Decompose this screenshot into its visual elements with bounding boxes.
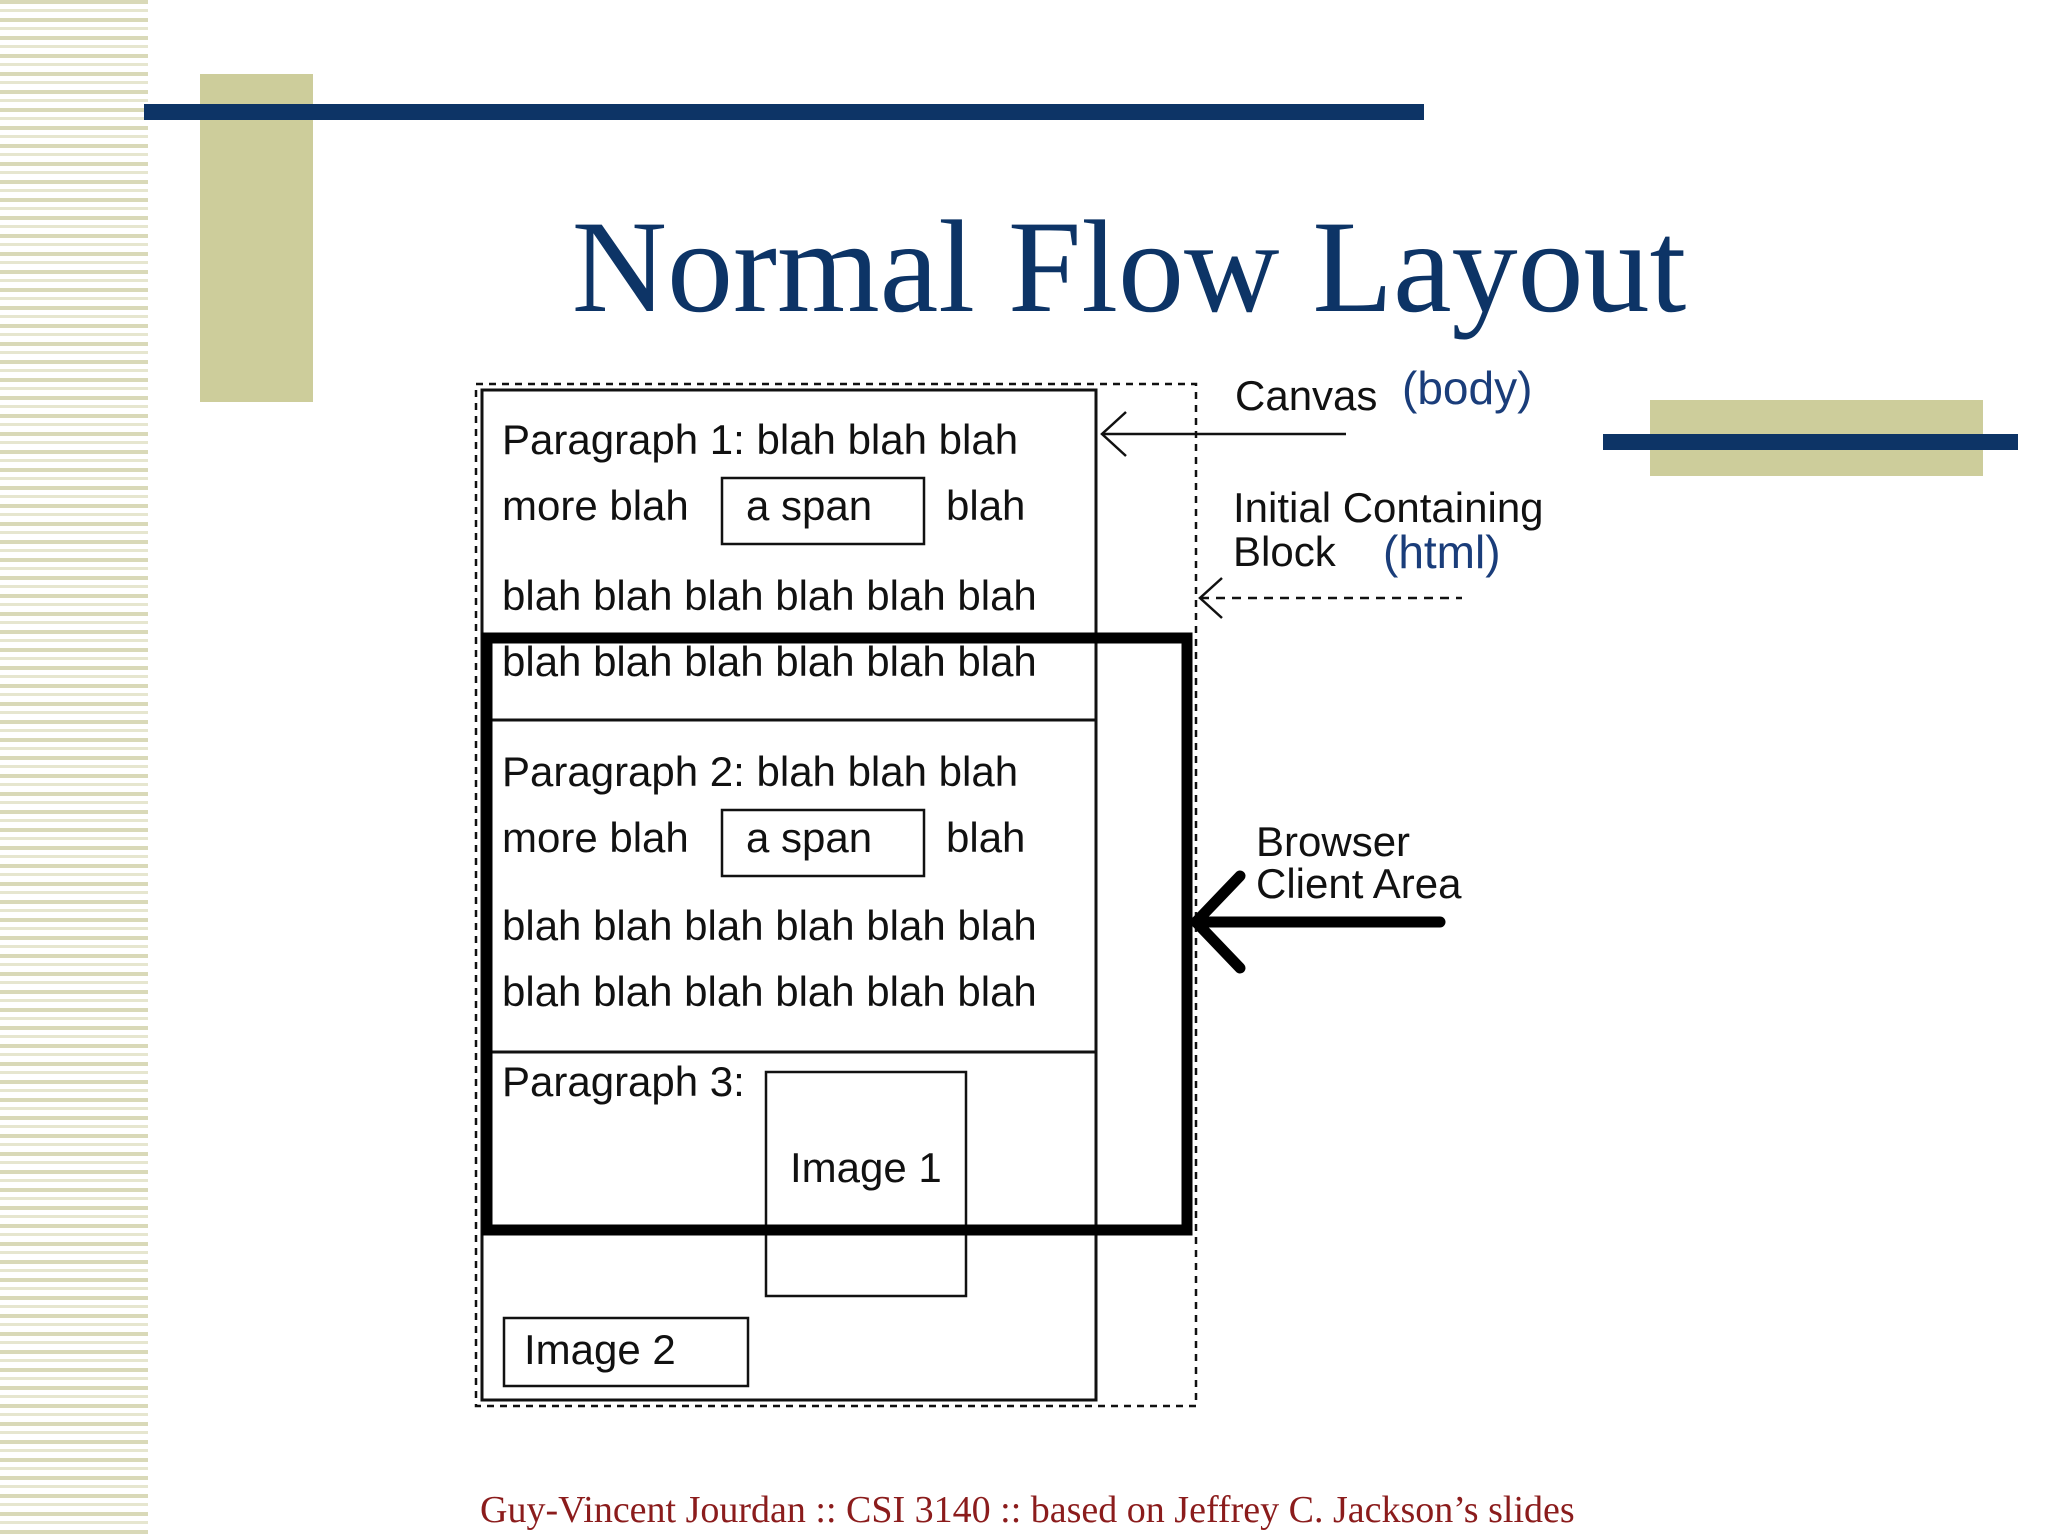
slide-title: Normal Flow Layout	[571, 193, 1687, 340]
paragraph1-line3: blah blah blah blah blah blah	[502, 572, 1037, 619]
html-label: (html)	[1383, 526, 1501, 578]
image1-label: Image 1	[790, 1144, 942, 1191]
paragraph1-line4: blah blah blah blah blah blah	[502, 638, 1037, 685]
icb-label-line1: Initial Containing	[1233, 484, 1544, 531]
paragraph2-span-label: a span	[746, 814, 873, 861]
paragraph1-line2-pre: more blah	[502, 482, 689, 529]
body-label: (body)	[1402, 362, 1533, 414]
paragraph3-label: Paragraph 3:	[502, 1058, 745, 1105]
paragraph2-line2-pre: more blah	[502, 814, 689, 861]
canvas-body-box	[482, 390, 1096, 1400]
paragraph2-line1: Paragraph 2: blah blah blah	[502, 748, 1019, 795]
paragraph2-line3: blah blah blah blah blah blah	[502, 902, 1037, 949]
browser-label-line2: Client Area	[1256, 860, 1462, 907]
paragraph1-line2-post: blah	[946, 482, 1026, 529]
initial-containing-block-box	[476, 384, 1196, 1406]
browser-label-line1: Browser	[1256, 818, 1411, 865]
image2-label: Image 2	[524, 1326, 676, 1373]
icb-label-line2: Block	[1233, 528, 1336, 575]
paragraph1-span-label: a span	[746, 482, 873, 529]
paragraph2-line2-post: blah	[946, 814, 1026, 861]
canvas-label: Canvas	[1235, 372, 1378, 419]
paragraph2-line4: blah blah blah blah blah blah	[502, 968, 1037, 1015]
paragraph1-line1: Paragraph 1: blah blah blah	[502, 416, 1019, 463]
slide-footer: Guy-Vincent Jourdan :: CSI 3140 :: based on Jeffrey C. Jackson’s slides	[480, 1489, 1575, 1531]
